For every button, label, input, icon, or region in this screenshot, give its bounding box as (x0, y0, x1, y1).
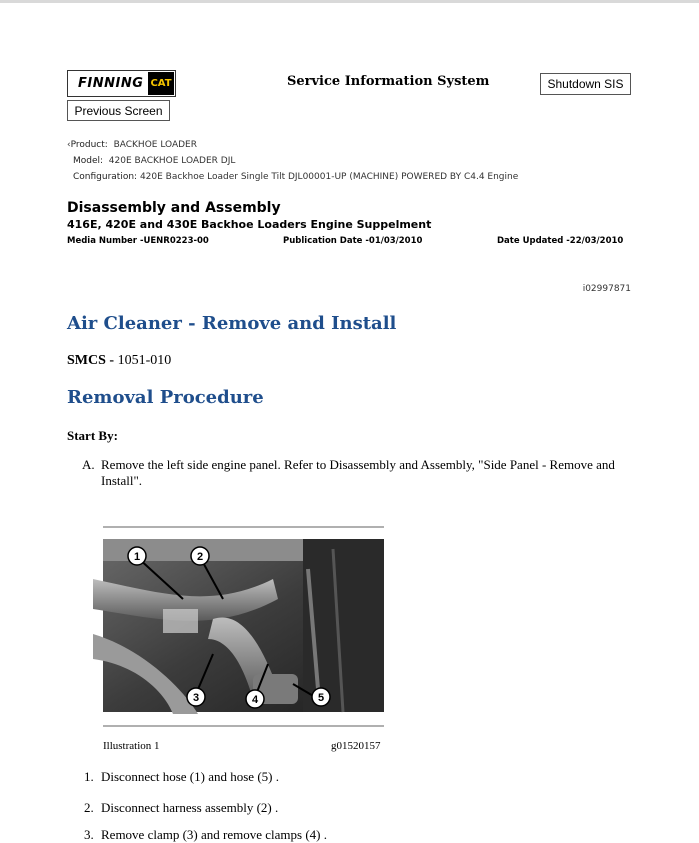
date-updated: Date Updated -22/03/2010 (497, 236, 624, 246)
svg-text:2: 2 (196, 551, 204, 563)
list-item (84, 800, 278, 816)
cat-badge: CAT (148, 72, 174, 95)
top-border (0, 0, 699, 3)
illustration-id: g01520157 (331, 740, 381, 752)
list-number: 3. (84, 827, 94, 842)
smcs-label: SMCS - (67, 353, 115, 368)
finning-cat-logo (67, 70, 176, 97)
model-label: Model: (73, 156, 104, 166)
engine-photo (103, 539, 384, 712)
list-number: 2. (84, 800, 94, 815)
procedure-title: Air Cleaner - Remove and Install (67, 313, 397, 334)
callout-5 (312, 688, 330, 706)
illustration-label: Illustration 1 (103, 740, 160, 752)
configuration-line (73, 172, 518, 182)
media-number: Media Number -UENR0223-00 (67, 236, 209, 246)
removal-heading: Removal Procedure (67, 387, 264, 408)
svg-text:3: 3 (192, 692, 200, 704)
document-id: i02997871 (582, 284, 631, 294)
shutdown-sis-button[interactable]: Shutdown SIS (540, 73, 631, 95)
logo-text: FINNING (78, 76, 144, 91)
smcs-value: 1051-010 (117, 353, 172, 368)
illustration-bottom-rule (103, 725, 384, 727)
list-item (84, 827, 327, 843)
svg-text:5: 5 (317, 692, 325, 704)
svg-text:1: 1 (133, 551, 141, 563)
list-item (84, 769, 279, 785)
callout-2 (191, 547, 209, 565)
product-value: BACKHOE LOADER (113, 140, 197, 150)
svg-text:4: 4 (251, 694, 259, 706)
illustration-top-rule (103, 526, 384, 528)
model-value: 420E BACKHOE LOADER DJL (108, 156, 236, 166)
model-line (73, 156, 235, 166)
step-marker: A. (82, 457, 95, 472)
product-line (67, 140, 197, 150)
callout-3 (187, 688, 205, 706)
start-by-label: Start By: (67, 428, 118, 443)
previous-screen-button[interactable]: Previous Screen (67, 100, 170, 121)
callout-4 (246, 690, 264, 708)
prerequisite-step (82, 457, 642, 489)
manual-subtitle: 416E, 420E and 430E Backhoe Loaders Engine Suppelment (67, 218, 432, 231)
callout-1 (128, 547, 146, 565)
list-text: Disconnect hose (1) and hose (5) . (101, 769, 279, 784)
step-text: Remove the left side engine panel. Refer to Disassembly and Assembly, "Side Panel - Remove and Install". (101, 457, 615, 488)
page-title: Service Information System (287, 74, 490, 89)
section-heading: Disassembly and Assembly (67, 200, 281, 216)
list-number: 1. (84, 769, 94, 784)
configuration-value: 420E Backhoe Loader Single Tilt DJL00001-UP (MACHINE) POWERED BY C4.4 Engine (139, 172, 519, 182)
publication-date: Publication Date -01/03/2010 (283, 236, 423, 246)
smcs-code (67, 353, 171, 369)
list-text: Disconnect harness assembly (2) . (101, 800, 279, 815)
product-label: Product: (70, 140, 108, 150)
configuration-label: Configuration: (73, 172, 138, 182)
back-chevron-icon[interactable]: ‹ (67, 140, 71, 150)
list-text: Remove clamp (3) and remove clamps (4) . (101, 827, 327, 842)
